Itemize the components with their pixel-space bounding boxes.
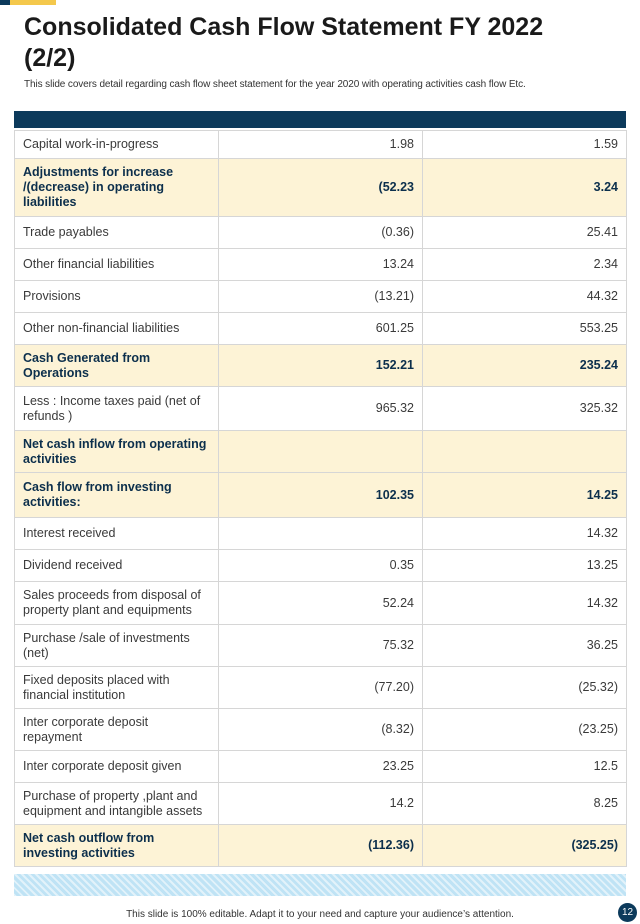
row-label: Interest received [15, 518, 219, 550]
row-value-col1: (13.21) [219, 281, 423, 313]
row-value-col1: (0.36) [219, 217, 423, 249]
cash-flow-table [14, 130, 627, 867]
table-row [15, 473, 627, 518]
row-value-col1: (8.32) [219, 709, 423, 751]
table-row [15, 751, 627, 783]
row-label: Net cash inflow from operating activities [15, 431, 219, 473]
row-value-col2: 12.5 [423, 751, 627, 783]
table-row [15, 249, 627, 281]
row-value-col1 [219, 518, 423, 550]
top-accent-dark [0, 0, 10, 5]
row-value-col2: 14.25 [423, 473, 627, 518]
row-value-col2: 25.41 [423, 217, 627, 249]
row-label: Fixed deposits placed with financial institution [15, 667, 219, 709]
row-value-col2: (325.25) [423, 825, 627, 867]
row-label: Provisions [15, 281, 219, 313]
row-label: Other non-financial liabilities [15, 313, 219, 345]
table-row [15, 550, 627, 582]
row-value-col2: 14.32 [423, 518, 627, 550]
table-header-bar [14, 111, 626, 128]
row-value-col2: 1.59 [423, 131, 627, 159]
table-row [15, 709, 627, 751]
row-value-col1: 52.24 [219, 582, 423, 625]
row-label: Adjustments for increase /(decrease) in operating liabilities [15, 159, 219, 217]
page-number-badge: 12 [618, 903, 637, 922]
row-value-col2 [423, 431, 627, 473]
page-title: Consolidated Cash Flow Statement FY 2022 (2/2) [24, 13, 544, 72]
row-label: Inter corporate deposit given [15, 751, 219, 783]
table-row [15, 431, 627, 473]
table-row [15, 131, 627, 159]
row-value-col2: 235.24 [423, 345, 627, 387]
row-label: Other financial liabilities [15, 249, 219, 281]
bottom-pattern-band [14, 874, 626, 896]
row-label: Purchase of property ,plant and equipment and intangible assets [15, 783, 219, 825]
table-row [15, 281, 627, 313]
table-row [15, 518, 627, 550]
row-value-col2: 3.24 [423, 159, 627, 217]
row-value-col1: (52.23 [219, 159, 423, 217]
row-value-col1 [219, 431, 423, 473]
row-value-col2: 8.25 [423, 783, 627, 825]
table-row [15, 582, 627, 625]
row-value-col2: 14.32 [423, 582, 627, 625]
row-value-col1: 601.25 [219, 313, 423, 345]
row-value-col2: (23.25) [423, 709, 627, 751]
table-row [15, 783, 627, 825]
row-value-col1: 1.98 [219, 131, 423, 159]
row-value-col1: 75.32 [219, 625, 423, 667]
row-value-col1: 102.35 [219, 473, 423, 518]
row-value-col2: 44.32 [423, 281, 627, 313]
footer-note: This slide is 100% editable. Adapt it to your need and capture your audience’s attention. [126, 909, 514, 920]
row-value-col2: 2.34 [423, 249, 627, 281]
table-row [15, 667, 627, 709]
table-row [15, 825, 627, 867]
row-label: Cash Generated from Operations [15, 345, 219, 387]
table-row [15, 625, 627, 667]
row-value-col1: (112.36) [219, 825, 423, 867]
row-label: Trade payables [15, 217, 219, 249]
row-value-col2: (25.32) [423, 667, 627, 709]
table-row [15, 387, 627, 431]
row-label: Capital work-in-progress [15, 131, 219, 159]
row-value-col2: 36.25 [423, 625, 627, 667]
row-value-col2: 325.32 [423, 387, 627, 431]
row-value-col2: 553.25 [423, 313, 627, 345]
row-label: Net cash outflow from investing activities [15, 825, 219, 867]
row-label: Purchase /sale of investments (net) [15, 625, 219, 667]
row-value-col1: (77.20) [219, 667, 423, 709]
row-label: Sales proceeds from disposal of property plant and equipments [15, 582, 219, 625]
table-row [15, 313, 627, 345]
row-value-col1: 23.25 [219, 751, 423, 783]
row-value-col2: 13.25 [423, 550, 627, 582]
table-row [15, 217, 627, 249]
row-value-col1: 13.24 [219, 249, 423, 281]
table-row [15, 159, 627, 217]
row-value-col1: 0.35 [219, 550, 423, 582]
row-label: Inter corporate deposit repayment [15, 709, 219, 751]
row-label: Cash flow from investing activities: [15, 473, 219, 518]
row-value-col1: 152.21 [219, 345, 423, 387]
row-label: Dividend received [15, 550, 219, 582]
row-value-col1: 965.32 [219, 387, 423, 431]
row-label: Less : Income taxes paid (net of refunds ) [15, 387, 219, 431]
table-row [15, 345, 627, 387]
page-subtitle: This slide covers detail regarding cash flow sheet statement for the year 2020 with operating activities cash flow Etc. [24, 79, 526, 90]
row-value-col1: 14.2 [219, 783, 423, 825]
